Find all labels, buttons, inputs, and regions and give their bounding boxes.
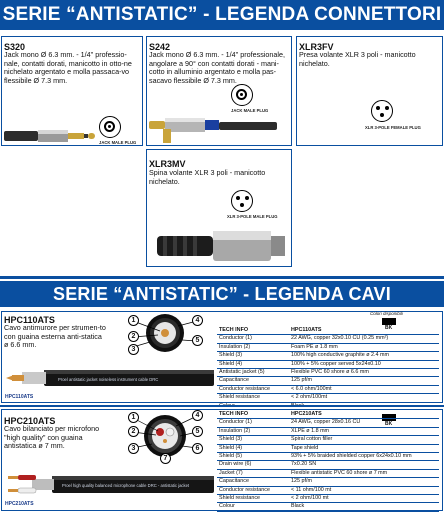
tech-info-header-label: TECH INFO [217,411,289,419]
tech-info-header-model: HPC210ATS [289,411,439,419]
spec-name: Shield (3) [217,352,289,360]
cable-photo [4,362,214,392]
xlr-female-icon [371,100,393,122]
spec-name: Shield resistance [217,495,289,503]
tech-info-header-label: TECH INFO [217,327,289,335]
cable-photo-label: HPC210ATS [5,501,34,507]
tech-info-row [217,352,439,360]
divider [0,405,444,407]
cable-code: HPC210ATS [4,416,56,426]
spec-value: < 2 ohm/100mt [289,394,439,402]
tech-info-header-row [217,411,439,419]
color-swatch-black [382,318,396,325]
cable-card-hpc110ats [1,311,443,403]
tech-info-row [217,495,439,503]
tech-info-row [217,377,439,385]
plug-caption: XLR 3-POLE FEMALE PLUG [365,125,421,130]
plug-caption: JACK MALE PLUG [231,108,269,113]
cables-section-title: SERIE “ANTISTATIC” - LEGENDA CAVI [0,281,444,307]
tech-info-row [217,360,439,368]
spec-name: Shield (4) [217,360,289,368]
jack-angled-image [149,115,279,145]
tech-info-row [217,461,439,469]
tech-info-header-model: HPC110ATS [289,327,439,335]
spec-name: Jacket (7) [217,469,289,477]
tech-info-row [217,343,439,351]
cable-description: Cavo antimurore per strumen-to con guaina esterna anti-statica ø 6.6 mm. [4,323,106,350]
tech-info-row [217,444,439,452]
spec-name: Shield (5) [217,453,289,461]
pin-label: 5 [192,426,203,437]
tech-info-row [217,436,439,444]
tech-info-header-row [217,327,439,335]
pin-label: 4 [192,315,203,326]
spec-name: Drain wire (6) [217,461,289,469]
spec-value: Foam PE ø 1.8 mm [289,343,439,351]
spec-value: < 6.0 ohm/100mt [289,385,439,393]
spec-value: < 11 ohm/100 mt [289,486,439,494]
xlr-male-image [157,228,287,264]
plug-caption: JACK MALE PLUG [99,140,137,145]
spec-name: Shield (4) [217,444,289,452]
pin-label: 1 [128,412,139,423]
connector-card-s320 [1,36,143,146]
spec-name: Shield (3) [217,436,289,444]
colors-available-label: Colori disponibili [370,311,403,316]
tech-info-row [217,335,439,343]
pin-label: 3 [128,344,139,355]
tech-info-row [217,486,439,494]
plug-caption: XLR 3-POLE MALE PLUG [227,214,278,219]
spec-value: 100% + 5% copper served 5x24x0.10 [289,360,439,368]
tech-info-row [217,394,439,402]
spec-name: Capacitance [217,377,289,385]
jack-plug-icon [99,116,121,138]
spec-name: Colour [217,503,289,511]
pin-label: 2 [128,426,139,437]
connector-description: Jack mono Ø 6.3 mm. - 1/4" professio-nale, contatti dorati, manicotto in otto-ne nichelato argentato e molla passaca-vo flessibile Ø 7.3 mm. [4,50,132,85]
connector-description: Presa volante XLR 3 poli - manicotto nichelato. [299,50,416,68]
spec-value: Flexible antistatic PVC 60 shore ø 7 mm [289,469,439,477]
spec-name: Conductor resistance [217,486,289,494]
pin-label: 3 [128,443,139,454]
connector-code: XLR3MV [149,159,186,169]
connectors-section-title: SERIE “ANTISTATIC” - LEGENDA CONNETTORI [0,0,444,30]
spec-name: Conductor resistance [217,385,289,393]
cable-card-hpc210ats [1,409,443,511]
connector-card-xlr3mv [146,149,292,267]
tech-info-table [217,411,439,512]
pin-label: 5 [192,335,203,346]
connector-description: Spina volante XLR 3 poli - manicotto nichelato. [149,168,266,186]
spec-name: Conductor (1) [217,419,289,427]
connector-description: Jack mono Ø 6.3 mm. - 1/4" professionale, angolare a 90° con contatti dorati - mani-cotto in alluminio argentato e molla pas-sacavo flessibile Ø 7.3 mm. [149,50,285,85]
tech-info-row [217,469,439,477]
spec-name: Insulation (2) [217,343,289,351]
spec-value: < 2 ohm/100 mt [289,495,439,503]
spec-name: Conductor (1) [217,335,289,343]
spec-value: Tape shield [289,444,439,452]
spec-value: 100% high conductive graphite ø 2.4 mm [289,352,439,360]
spec-name: Shield resistance [217,394,289,402]
spec-value: Flexible PVC 60 shore ø 6.6 mm [289,369,439,377]
spec-value: 93% + 5% braided shielded copper 6x24x0.10 mm [289,453,439,461]
divider [0,276,444,279]
connector-card-xlr3fv [296,36,443,146]
spec-name: Capacitance [217,478,289,486]
spec-name: Insulation (2) [217,427,289,435]
spec-value: 125 pf/m [289,478,439,486]
jack-straight-image [4,125,96,147]
tech-info-rows [217,411,439,511]
tech-info-row [217,503,439,511]
cable-code: HPC110ATS [4,315,55,325]
pin-label: 4 [192,410,203,421]
spec-value: 7x0.20 SN [289,461,439,469]
xlr-male-icon [231,190,253,212]
spec-value: Black [289,503,439,511]
tech-info-row [217,478,439,486]
spec-value: Spiral cotton filler [289,436,439,444]
tech-info-rows [217,327,439,411]
jack-plug-icon [231,84,253,106]
spec-value: 125 pf/m [289,377,439,385]
connector-code: S242 [149,42,171,52]
cable-description: Cavo bilanciato per microfono "high quality" con guaina antistatica ø 7 mm. [4,424,100,451]
color-code: BK [385,325,393,331]
pin-label: 7 [160,453,171,464]
connector-code: XLR3FV [299,42,334,52]
pin-label: 1 [128,315,139,326]
tech-info-row [217,419,439,427]
spec-name: Antistatic jacket (5) [217,369,289,377]
cable-photo-label: HPC110ATS [5,394,34,400]
pin-label: 6 [192,443,203,454]
tech-info-table [217,327,439,411]
cable-print-text: Proel high quality balanced microphone cable DRC - antistatic jacket [62,483,190,488]
tech-info-row [217,385,439,393]
pin-label: 2 [128,331,139,342]
cable-print-text: Proel antistatic jacket noiseless instrument cable DRC [58,377,159,382]
connector-code: S320 [4,42,26,52]
tech-info-row [217,453,439,461]
spec-value: 22 AWG, copper 32x0.10 CU (0.25 mm²) [289,335,439,343]
spec-value: 24 AWG, copper 28x0.16 CU [289,419,439,427]
color-code: BK [385,421,393,427]
connector-card-s242 [146,36,292,146]
spec-value: XLPE ø 1.8 mm [289,427,439,435]
tech-info-row [217,427,439,435]
tech-info-row [217,369,439,377]
cable-photo [4,469,214,499]
